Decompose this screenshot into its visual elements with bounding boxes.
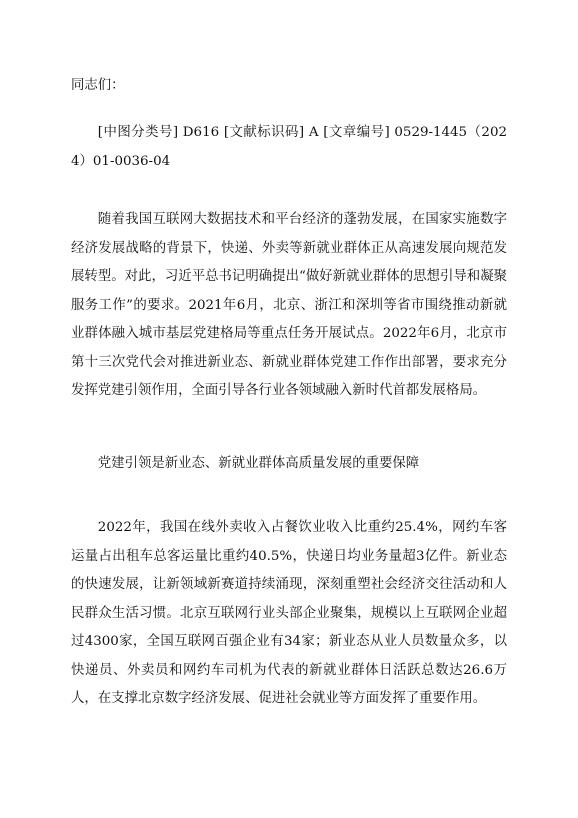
greeting: 同志们： — [71, 78, 125, 93]
section-heading: 党建引领是新业态、新就业群体高质量发展的重要保障 — [97, 456, 420, 471]
stats-paragraph: 2022年，我国在线外卖收入占餐饮业收入比重约25.4%，网约车客运量占出租车总客运量比重约40.5%，快递日均业务量超3亿件。新业态的快速发展，让新领域新赛道持续涌现，深刻重塑社会经济交往活动和人民群众生活习惯。北京互联网行业头部企业聚集，规模以上互联网企业超过4300家，全国互联网百强企业有34家；新业态从业人员数量众多，以快递员、外卖员和网约车司机为代表的新就业群体日活跃总数达26.6万人，在支撑北京数字经济发展、促进社会就业等方面发挥了重要作用。 — [71, 520, 507, 706]
classification-line: [中图分类号] D616 [文献标识码] A [文章编号] 0529-1445（2024）01-0036-04 — [71, 125, 507, 169]
intro-paragraph: 随着我国互联网大数据技术和平台经济的蓬勃发展，在国家实施数字经济发展战略的背景下，快递、外卖等新就业群体正从高速发展向规范发展转型。对此，习近平总书记明确提出“做好新就业群体的思想引导和凝聚服务工作”的要求。2021年6月，北京、浙江和深圳等省市围绕推动新就业群体融入城市基层党建格局等重点任务开展试点。2022年6月，北京市第十三次党代会对推进新业态、新就业群体党建工作作出部署，要求充分发挥党建引领作用，全面引导各行业各领域融入新时代首都发展格局。 — [71, 212, 507, 398]
